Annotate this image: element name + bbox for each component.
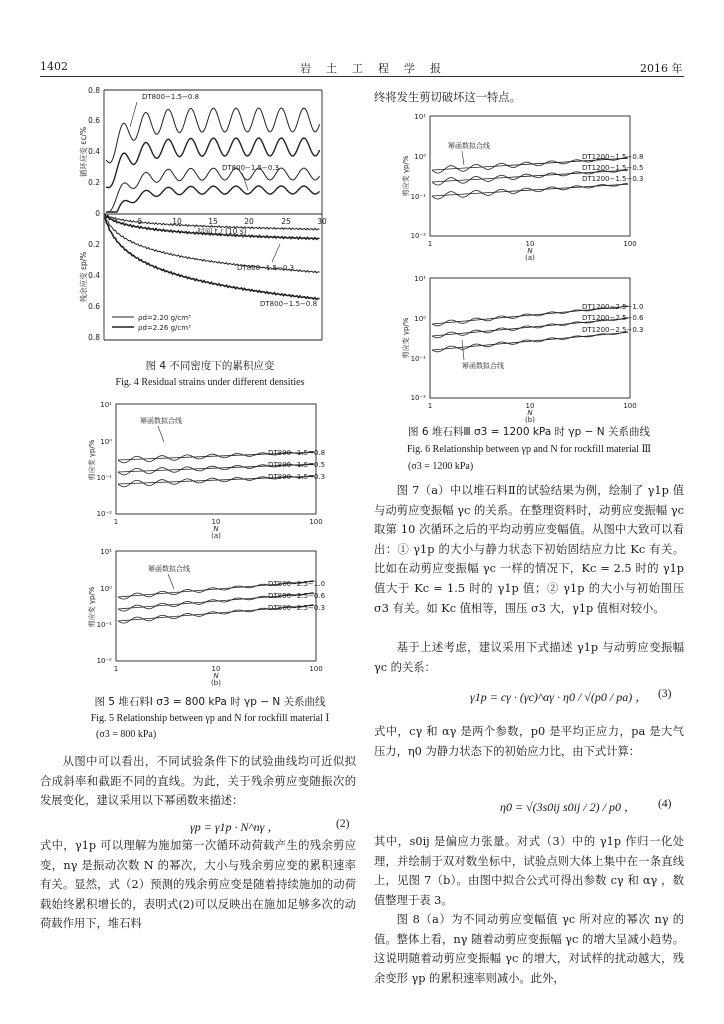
fig6b-xlabel: N: [527, 409, 533, 417]
fig6b-ytick: 10¹: [414, 275, 426, 283]
fig6a-ytick: 10¹: [414, 113, 426, 121]
fig4-cyclic-curve: [106, 138, 320, 188]
fig6a-ytick: 10⁻²: [410, 232, 426, 240]
fig5a-xtick: 100: [309, 518, 323, 526]
journal-title: 岩 土 工 程 学 报: [300, 62, 443, 75]
right-paragraph-7: [374, 910, 684, 988]
fig5a-curve-label: DT800−1.5−0.8: [268, 449, 326, 457]
fig4-legend-1: ρd=2.20 g/cm³: [138, 314, 191, 322]
fig4-curve-label: DT800−1.5−0.3: [222, 164, 280, 172]
left-paragraph-1: [40, 752, 356, 811]
fig4-curve-label: DT800−1.5−0.8: [142, 93, 200, 101]
fig6a-xlabel: N: [527, 247, 533, 255]
fig4-xtick: 15: [208, 217, 218, 226]
fig5b-xlabel: N: [213, 672, 219, 680]
fig5a-ytick: 10⁻¹: [96, 474, 112, 482]
right-p6: 其中，s0ij 是偏应力张量。对式（3）中的 γ1p 作归一化处理，并绘制于双对数坐标中，试验点则大体上集中在一条直线上，见图 7（b）。由图中拟合公式可得出参数 cγ 和 αγ ，数值整理于表 3。: [374, 835, 684, 907]
fig4-curve-label: DT800−1.5−0.8: [260, 300, 318, 308]
fig6a-xtick: 1: [427, 240, 433, 248]
fig5b-ytick: 10⁰: [100, 585, 112, 593]
fig5a-ytick: 10¹: [100, 401, 112, 409]
right-top-line: 终将发生剪切破坏这一特点。: [374, 91, 521, 104]
equation-2-number: (2): [336, 818, 350, 830]
page-number: 1402: [40, 60, 68, 73]
fig5b-curve-label: DT800−2.5−1.0: [268, 580, 326, 588]
fig4-ytick: 0.6: [88, 116, 100, 125]
fig4-ylabel-bottom: 残余应变 εp/%: [79, 251, 88, 303]
fig4-caption-zh: 图 4 不同密度下的累积应变: [145, 360, 275, 372]
fig4-ytick: 0.2: [88, 240, 100, 249]
fig4-xtick: 20: [244, 217, 254, 226]
fig6-caption-en-2: (σ3 = 1200 kPa): [408, 461, 474, 472]
fig6-caption-zh: 图 6 堆石料Ⅲ σ3 = 1200 kPa 时 γp − N 关系曲线: [408, 426, 650, 438]
fig5b-sub: (b): [211, 679, 221, 687]
fig6a-chart: [392, 110, 662, 260]
right-p3: 图 7（a）中以堆石料Ⅱ的试验结果为例，绘制了 γ1p 值与动剪应变振幅 γc 的关系。在整理资料时，动剪应变振幅 γc 取第 10 次循环之后的平均动剪应变幅值。从图中大致可以看出：① γ1p 的大小与静力状态下初始固结应力比 Kc 有关。比如在动剪应变振幅 γc 一样的情况下，Kc = 2.5 时的 γ1p 值大于 Kc = 1.5 时的 γ1p 值；② γ1p 的大小与初始围压 σ3 有关。如 Kc 值相等，围压 σ3 大，γ1p 值相对较小。: [374, 484, 684, 615]
right-paragraph-4: [374, 638, 684, 677]
fig4-xtick: 5: [137, 217, 143, 226]
right-p7: 图 8（a）为不同动剪应变幅值 γc 所对应的幂次 nγ 的值。整体上看，nγ 随着动剪应变振幅 γc 的增大呈减小趋势。这说明随着动剪应变振幅 γc 的增大，对试样的扰动越大，残余变形 γp 的累积速率则减小。此外，: [374, 913, 684, 985]
fig4-cyclic-curve: [106, 108, 320, 163]
fig5b-chart: [78, 545, 348, 685]
right-p4: 基于上述考虑，建议采用下式描述 γ1p 与动剪应变振幅 γc 的关系：: [374, 641, 684, 674]
right-paragraph-5: [374, 722, 684, 761]
fig5-caption-en-1: Fig. 5 Relationship between γp and N for rockfill material Ⅰ: [90, 713, 330, 724]
fig5a-xlabel: N: [213, 525, 219, 533]
fig6a-curve-label: DT1200−1.5−0.3: [582, 175, 644, 183]
fig6b-ytick: 10⁻¹: [410, 355, 426, 363]
fig6b-ytick: 10⁻²: [410, 394, 426, 402]
fig5a-fit-label: 幂函数拟合线: [140, 417, 182, 425]
fig5-caption-en-2: (σ3 = 800 kPa): [96, 729, 157, 740]
fig6b-fit-label: 幂函数拟合线: [462, 362, 504, 370]
fig6b-curve-label: DT1200−2.5−0.6: [582, 314, 644, 322]
fig6a-sub: (a): [525, 254, 535, 262]
fig6a-ylabel: 剪应变 γp/%: [402, 155, 410, 197]
fig6a-fit-line: [432, 184, 628, 196]
fig5a-chart: [78, 398, 348, 538]
fig6-caption-en-1: Fig. 6 Relationship between γp and N for rockfill material Ⅲ: [406, 444, 652, 455]
fig4-ytick: 0: [95, 209, 100, 218]
fig5b-ytick: 10⁻¹: [96, 621, 112, 629]
fig4-xtick: 30: [317, 217, 327, 226]
fig5a-curve-label: DT800−1.5−0.3: [268, 473, 326, 481]
fig6b-curve-label: DT1200−2.5−0.3: [582, 326, 644, 334]
fig6b-sub: (b): [525, 416, 535, 424]
fig5b-fit-label: 幂函数拟合线: [148, 565, 190, 573]
equation-3-number: (3): [658, 688, 672, 700]
fig5a-ytick: 10⁻²: [96, 510, 112, 518]
fig5-caption-zh: 图 5 堆石料Ⅰ σ3 = 800 kPa 时 γp − N 关系曲线: [94, 696, 326, 708]
fig4-xtick: 25: [281, 217, 291, 226]
fig6b-curve-label: DT1200−2.5−1.0: [582, 303, 644, 311]
fig6b-ylabel: 剪应变 γp/%: [402, 317, 410, 359]
fig5b-xtick: 1: [113, 665, 119, 673]
equation-4: η0 = √(3s0ij s0ij / 2) / p0 ，: [500, 800, 636, 814]
fig6a-ytick: 10⁻¹: [410, 193, 426, 201]
fig5a-ylabel: 剪应变 γp/%: [88, 439, 96, 481]
fig5b-xtick: 100: [309, 665, 323, 673]
fig6b-chart: [392, 272, 662, 422]
fig4-legend-2: ρd=2.26 g/cm³: [138, 324, 191, 332]
fig4-ylabel-top: 循环应变 εc/%: [79, 126, 88, 178]
fig6b-xtick: 10: [525, 402, 535, 410]
fig4-ytick: 0.6: [88, 302, 100, 311]
fig4-curve-label: DT800−1.5−0.3: [237, 264, 295, 272]
equation-2: γp = γ1p · N^nγ ，: [190, 820, 280, 834]
fig4-ytick: 0.4: [88, 147, 100, 156]
fig6a-xtick: 10: [525, 240, 535, 248]
fig6a-xtick: 100: [623, 240, 637, 248]
fig5a-sub: (a): [211, 532, 221, 540]
header-rule: [40, 76, 684, 77]
fig6b-xtick: 100: [623, 402, 637, 410]
right-paragraph-3: [374, 481, 684, 618]
fig6a-ytick: 10⁰: [414, 153, 426, 161]
fig6a-curve-label: DT1200−1.5−0.5: [582, 164, 644, 172]
fig5a-xtick: 1: [113, 518, 119, 526]
fig4-ytick: 0.2: [88, 178, 100, 187]
fig5b-ytick: 10¹: [100, 548, 112, 556]
fig5a-curve-label: DT800−1.5−0.5: [268, 461, 326, 469]
year: 2016 年: [640, 62, 683, 75]
fig4-ytick: 0.4: [88, 271, 100, 280]
fig4-xlabel: 时间 t / (10 s): [197, 227, 247, 236]
left-p2: 式中，γ1p 可以理解为施加第一次循环动荷载产生的残余剪应变，nγ 是振动次数 N 的幂次，大小与残余剪应变的累积速率有关。显然，式（2）预测的残余剪应变是随着持续施加的动荷载始终累积增长的，表明式(2)可以反映出在施加足够多次的动荷载作用下，堆石料: [40, 839, 356, 931]
fig5a-ytick: 10⁰: [100, 438, 112, 446]
fig6b-xtick: 1: [427, 402, 433, 410]
fig5b-ytick: 10⁻²: [96, 657, 112, 665]
fig5a-xtick: 10: [211, 518, 221, 526]
equation-3: γ1p = cγ · (γc)^αγ · η0 / √(p0 / pa) ，: [470, 690, 648, 704]
fig6a-fit-label: 幂函数拟合线: [448, 142, 490, 150]
fig4-caption-en: Fig. 4 Residual strains under different densities: [115, 377, 305, 388]
fig4-ytick: 0.8: [88, 333, 100, 342]
right-p5: 式中，cγ 和 αγ 是两个参数，p0 是平均正应力，pa 是大气压力，η0 为静力状态下的初始应力比，由下式计算：: [374, 725, 684, 758]
equation-4-number: (4): [658, 798, 672, 810]
right-paragraph-6: [374, 832, 684, 910]
left-paragraph-2: [40, 836, 356, 934]
fig4-xtick: 10: [172, 217, 182, 226]
fig5b-xtick: 10: [211, 665, 221, 673]
fig5b-ylabel: 剪应变 γp/%: [88, 586, 96, 628]
fig6b-ytick: 10⁰: [414, 315, 426, 323]
fig4-ytick: 0.8: [88, 86, 100, 95]
fig5b-curve-label: DT800−2.5−0.3: [268, 604, 326, 612]
fig6a-curve-label: DT1200−1.5−0.8: [582, 153, 644, 161]
fig5b-curve-label: DT800−2.5−0.6: [268, 592, 326, 600]
fig4-chart: [72, 82, 342, 352]
fig4-cyclic-curve: [106, 186, 320, 212]
left-p1: 从图中可以看出，不同试验条件下的试验曲线均可近似拟合成斜率和截距不同的直线。为此，关于残余剪应变随振次的发展变化，建议采用以下幂函数来描述：: [40, 755, 356, 808]
